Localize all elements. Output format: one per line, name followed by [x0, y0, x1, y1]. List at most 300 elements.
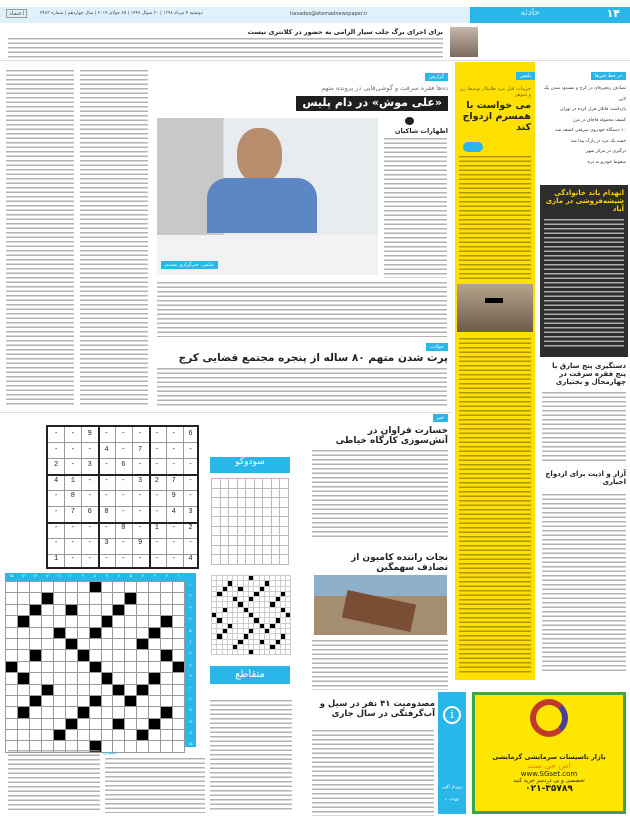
crossword-cell[interactable] [77, 582, 89, 593]
crossword-cell[interactable] [6, 650, 18, 661]
crossword-cell[interactable] [161, 684, 173, 695]
crossword-cell[interactable] [173, 718, 185, 729]
advertisement[interactable] [472, 692, 626, 814]
crossword-cell[interactable] [137, 604, 149, 615]
crossword-cell[interactable] [77, 616, 89, 627]
dateline: دوشنبه ۴ مرداد ۱۳۹۸ | ۲۰ شوال ۱۴۴۷ | ۲۵ جولای ۲۰۱۹ | سال چهاردهم | شماره ۴۴۸۳ [40, 11, 203, 16]
crossword-cell[interactable] [137, 593, 149, 604]
crossword-black-cell [137, 730, 149, 741]
crossword-cell[interactable] [89, 730, 101, 741]
crossword-cell[interactable] [137, 718, 149, 729]
crossword-cell[interactable] [125, 730, 137, 741]
crossword-cell[interactable] [89, 593, 101, 604]
crossword-cell[interactable] [89, 707, 101, 718]
column-number: ۱۳ [32, 573, 38, 578]
crossword-cell[interactable] [77, 627, 89, 638]
crossword-cell[interactable] [173, 627, 185, 638]
answer-cell [263, 507, 272, 517]
crossword-cell[interactable] [18, 582, 30, 593]
sudoku-row[interactable]: -8-----9- [54, 492, 206, 501]
crossword-black-cell [65, 638, 77, 649]
crossword-cell[interactable] [6, 707, 18, 718]
crossword-cell[interactable] [173, 707, 185, 718]
crossword-column-numbers [5, 573, 185, 581]
crossword-cell[interactable] [137, 661, 149, 672]
crossword-cell[interactable] [101, 661, 113, 672]
answer-cell [254, 488, 263, 498]
sudoku-label: سودوکو [210, 457, 290, 473]
crossword-cell[interactable] [137, 741, 149, 752]
crossword-cell[interactable] [113, 730, 125, 741]
crossword-cell[interactable] [149, 650, 161, 661]
crossword-cell[interactable] [6, 616, 18, 627]
crossword-cell[interactable] [101, 627, 113, 638]
answer-cell [229, 526, 238, 536]
crossword-cell[interactable] [6, 638, 18, 649]
crossword-black-cell [65, 604, 77, 615]
suspect-shirt [207, 178, 317, 233]
crossword-cell[interactable] [137, 673, 149, 684]
crossword-cell[interactable] [30, 718, 42, 729]
crossword-cell[interactable] [161, 638, 173, 649]
clues-down [105, 758, 205, 813]
answer-cell [237, 536, 246, 546]
crossword-cell[interactable] [65, 730, 77, 741]
column-number: ۴ [141, 573, 145, 578]
answer-cell [286, 650, 291, 655]
crossword-cell[interactable] [173, 638, 185, 649]
crossword-cell[interactable] [149, 730, 161, 741]
crossword-cell[interactable] [30, 593, 42, 604]
crossword-cell[interactable] [41, 673, 53, 684]
crossword-cell[interactable] [125, 638, 137, 649]
crossword-cell[interactable] [161, 593, 173, 604]
crossword-black-cell [113, 604, 125, 615]
row-number: ۲ [189, 593, 192, 599]
crossword-cell[interactable] [101, 684, 113, 695]
ad-brand: اس جی ست [527, 761, 571, 770]
crossword-black-cell [41, 684, 53, 695]
sidebar-body [384, 138, 447, 278]
crossword-cell[interactable] [173, 684, 185, 695]
desk [157, 235, 378, 275]
page-number: ۱۴ [606, 7, 620, 20]
crossword-cell[interactable] [89, 673, 101, 684]
crossword-cell[interactable] [41, 718, 53, 729]
crossword-cell[interactable] [149, 638, 161, 649]
crossword-cell[interactable] [113, 695, 125, 706]
crossword-cell[interactable] [113, 650, 125, 661]
yellow-tag: پلیس [516, 72, 535, 80]
answer-cell [254, 545, 263, 555]
crossword-black-cell [89, 661, 101, 672]
crossword-cell[interactable] [101, 695, 113, 706]
crossword-cell[interactable] [41, 604, 53, 615]
crossword-cell[interactable] [6, 593, 18, 604]
crossword-cell[interactable] [65, 661, 77, 672]
row-number: ۶ [189, 638, 192, 644]
crossword-black-cell [53, 627, 65, 638]
answer-cell [271, 479, 280, 489]
crossword-cell[interactable] [65, 593, 77, 604]
crossword-cell[interactable] [89, 616, 101, 627]
crossword-cell[interactable] [65, 673, 77, 684]
crossword-cell[interactable] [53, 673, 65, 684]
crossword-cell[interactable] [161, 695, 173, 706]
crossword-cell[interactable] [173, 582, 185, 593]
crossword-cell[interactable] [173, 695, 185, 706]
crossword-black-cell [89, 627, 101, 638]
crossword-cell[interactable] [125, 707, 137, 718]
crossword-cell[interactable] [173, 673, 185, 684]
crossword-cell[interactable] [18, 684, 30, 695]
crossword-cell[interactable] [149, 616, 161, 627]
crossword-cell[interactable] [161, 582, 173, 593]
top-item-photo [450, 27, 478, 57]
fire-tag: خبر [433, 414, 448, 422]
email[interactable]: havades@etemadnewspaper.ir [290, 11, 368, 17]
crossword-cell[interactable] [125, 616, 137, 627]
answer-cell [263, 555, 272, 565]
crossword-cell[interactable] [53, 684, 65, 695]
crossword-cell[interactable] [6, 627, 18, 638]
quote-icon [463, 142, 483, 152]
crossword-cell[interactable] [30, 673, 42, 684]
crossword-cell[interactable] [149, 604, 161, 615]
crossword-cell[interactable] [137, 627, 149, 638]
column-number: ۷ [105, 573, 109, 578]
censor-bar [485, 298, 503, 303]
crossword-black-cell [101, 673, 113, 684]
crossword-cell[interactable] [113, 661, 125, 672]
dark-box [540, 185, 628, 357]
crossword-cell[interactable] [113, 707, 125, 718]
crossword-cell[interactable] [173, 593, 185, 604]
answer-cell [280, 479, 289, 489]
answer-cell [212, 479, 221, 489]
sudoku-row[interactable]: -768---43 [54, 507, 206, 516]
crossword-cell[interactable] [30, 627, 42, 638]
briefs-tag: در خط خبرها [591, 72, 626, 80]
crossword-cell[interactable] [137, 695, 149, 706]
crossword-cell[interactable] [113, 638, 125, 649]
answer-cell [212, 545, 221, 555]
crossword-cell[interactable] [53, 638, 65, 649]
crossword-cell[interactable] [6, 718, 18, 729]
crossword-cell[interactable] [53, 707, 65, 718]
crossword-cell[interactable] [41, 695, 53, 706]
crossword-black-cell [53, 730, 65, 741]
crossword-cell[interactable] [149, 741, 161, 752]
answer-cell [280, 498, 289, 508]
crossword-cell[interactable] [77, 695, 89, 706]
crossword-cell[interactable] [137, 650, 149, 661]
sudoku-grid[interactable] [46, 425, 206, 569]
crossword-cell[interactable] [18, 593, 30, 604]
crossword-cell[interactable] [18, 604, 30, 615]
crossword-grid[interactable] [5, 581, 185, 753]
sudoku-row[interactable]: ----8-1-2 [54, 523, 206, 532]
crossword-cell[interactable] [161, 604, 173, 615]
answer-cell [237, 507, 246, 517]
crossword-cell[interactable] [77, 684, 89, 695]
answer-cell [271, 498, 280, 508]
story-headline: آزار و اذیت برای ازدواج اجباری [545, 470, 626, 487]
crossword-cell[interactable] [89, 684, 101, 695]
crossword-cell[interactable] [101, 730, 113, 741]
answer-cell [246, 517, 255, 527]
crossword-cell[interactable] [173, 730, 185, 741]
crossword-black-cell [30, 695, 42, 706]
crossword-cell[interactable] [149, 695, 161, 706]
crossword-cell[interactable] [101, 718, 113, 729]
crossword-cell[interactable] [89, 650, 101, 661]
crossword-cell[interactable] [6, 673, 18, 684]
answer-cell [263, 526, 272, 536]
crossword-cell[interactable] [149, 684, 161, 695]
answer-cell [220, 555, 229, 565]
crossword-cell[interactable] [161, 718, 173, 729]
crossword-cell[interactable] [53, 604, 65, 615]
answer-cell [243, 650, 248, 655]
row-number: ۱۳ [188, 718, 193, 724]
crossword-cell[interactable] [30, 707, 42, 718]
crossword-cell[interactable] [173, 616, 185, 627]
crossword-cell[interactable] [41, 650, 53, 661]
answer-cell [271, 555, 280, 565]
crossword-cell[interactable] [18, 718, 30, 729]
crossword-cell[interactable] [89, 638, 101, 649]
crossword-black-cell [173, 661, 185, 672]
crossword-cell[interactable] [137, 582, 149, 593]
crossword-cell[interactable] [77, 673, 89, 684]
sudoku-row[interactable]: 41---327- [54, 476, 206, 485]
crossword-cell[interactable] [125, 661, 137, 672]
crossword-cell[interactable] [53, 650, 65, 661]
crossword-cell[interactable] [30, 582, 42, 593]
crossword-cell[interactable] [125, 582, 137, 593]
crossword-cell[interactable] [125, 741, 137, 752]
story-body [542, 392, 626, 462]
crossword-cell[interactable] [65, 650, 77, 661]
crossword-cell[interactable] [53, 718, 65, 729]
crossword-cell[interactable] [149, 661, 161, 672]
crossword-cell[interactable] [77, 730, 89, 741]
crossword-cell[interactable] [6, 695, 18, 706]
answer-cell [254, 507, 263, 517]
crossword-cell[interactable] [18, 627, 30, 638]
crossword-cell[interactable] [30, 684, 42, 695]
sudoku-row[interactable]: --9-----6 [54, 430, 206, 438]
fire-body [312, 450, 448, 540]
crossword-cell[interactable] [41, 707, 53, 718]
crossword-cell[interactable] [30, 730, 42, 741]
answer-cell [246, 526, 255, 536]
column-number: ۱۵ [8, 573, 14, 578]
crossword-cell[interactable] [53, 582, 65, 593]
crossword-cell[interactable] [30, 616, 42, 627]
crossword-cell[interactable] [6, 604, 18, 615]
crossword-cell[interactable] [65, 695, 77, 706]
crossword-cell[interactable] [30, 661, 42, 672]
yellow-column [455, 62, 535, 680]
crossword-cell[interactable] [173, 604, 185, 615]
main-headline: «علی موش» در دام پلیس [296, 96, 448, 111]
crossword-cell[interactable] [53, 593, 65, 604]
crossword-cell[interactable] [125, 650, 137, 661]
crossword-cell[interactable] [18, 695, 30, 706]
sudoku-row[interactable]: 2-3-6---- [54, 461, 206, 470]
crossword-cell[interactable] [6, 684, 18, 695]
crossword-cell[interactable] [77, 718, 89, 729]
crossword-cell[interactable] [41, 730, 53, 741]
briefs-list [542, 84, 626, 168]
answer-cell [254, 650, 259, 655]
crossword-cell[interactable] [125, 718, 137, 729]
column-number: ۱۰ [68, 573, 74, 578]
crossword-cell[interactable] [125, 604, 137, 615]
row-number: ۸ [189, 661, 192, 667]
crossword-cell[interactable] [6, 582, 18, 593]
answer-cell [280, 650, 285, 655]
crossword-cell[interactable] [77, 638, 89, 649]
answer-cell [254, 526, 263, 536]
crossword-cell[interactable] [125, 684, 137, 695]
crossword-cell[interactable] [53, 695, 65, 706]
crossword-cell[interactable] [101, 638, 113, 649]
brief-item: کشف محموله قاچاق در مرز [573, 117, 626, 123]
answer-cell [237, 488, 246, 498]
ad-title: بازار تاسیسات سرمایشی گرمایشی [492, 753, 606, 761]
crossword-cell[interactable] [101, 593, 113, 604]
crossword-cell[interactable] [161, 741, 173, 752]
answer-cell [254, 479, 263, 489]
answer-cell [271, 536, 280, 546]
ad-url[interactable]: www.SGset.com [520, 770, 578, 778]
crossword-cell[interactable] [77, 604, 89, 615]
sudoku-row[interactable]: ---4-7--- [54, 445, 206, 454]
column-number: ۹ [81, 573, 85, 578]
info-note: رپورتاژ آگهی [441, 784, 463, 789]
row-number: ۱۰ [188, 684, 193, 690]
truck-body [312, 640, 448, 690]
crossword-cell[interactable] [101, 604, 113, 615]
answer-cell [280, 545, 289, 555]
crossword-cell[interactable] [101, 582, 113, 593]
crossword-black-cell [30, 650, 42, 661]
crossword-cell[interactable] [65, 616, 77, 627]
crossword-cell[interactable] [53, 616, 65, 627]
truck-headline: نجات راننده کامیون از تصادف سهمگین [351, 553, 448, 574]
crossword-cell[interactable] [137, 707, 149, 718]
main-tag: گزارش [425, 73, 448, 81]
crossword-cell[interactable] [41, 638, 53, 649]
crossword-cell[interactable] [125, 673, 137, 684]
row-number: ۱۱ [188, 695, 193, 701]
crossword-cell[interactable] [65, 627, 77, 638]
column-number: ۶ [117, 573, 121, 578]
crossword-cell[interactable] [6, 730, 18, 741]
crossword-cell[interactable] [113, 593, 125, 604]
crossword-black-cell [161, 707, 173, 718]
crossword-cell[interactable] [161, 673, 173, 684]
crossword-cell[interactable] [173, 741, 185, 752]
crossword-cell[interactable] [173, 650, 185, 661]
crossword-cell[interactable] [113, 616, 125, 627]
column-number: ۱ [177, 573, 181, 578]
crossword-cell[interactable] [30, 638, 42, 649]
row-number: ۳ [189, 604, 192, 610]
answer-cell [254, 517, 263, 527]
answer-cell [220, 517, 229, 527]
yellow-kicker: جزییات قتل مرد طلبکار توسط زن و شوهر [459, 86, 531, 98]
crossword-cell[interactable] [18, 650, 30, 661]
crossword-cell[interactable] [137, 616, 149, 627]
crossword-black-cell [137, 638, 149, 649]
crossword-black-cell [89, 695, 101, 706]
answer-cell [246, 545, 255, 555]
crossword-cell[interactable] [101, 707, 113, 718]
crossword-cell[interactable] [89, 718, 101, 729]
sudoku-row[interactable]: 1-------4 [54, 554, 206, 563]
crossword-cell[interactable] [53, 661, 65, 672]
crossword-black-cell [125, 695, 137, 706]
crossword-cell[interactable] [41, 582, 53, 593]
suspect-face [237, 128, 282, 183]
crossword-cell[interactable] [77, 661, 89, 672]
crossword-cell[interactable] [113, 582, 125, 593]
crossword-cell[interactable] [149, 582, 161, 593]
answer-cell [270, 650, 275, 655]
crossword-cell[interactable] [125, 627, 137, 638]
crossword-cell[interactable] [41, 616, 53, 627]
answer-cell [271, 507, 280, 517]
crossword-cell[interactable] [41, 627, 53, 638]
answer-cell [229, 536, 238, 546]
clue-heading: عمودی [103, 750, 118, 756]
crossword-cell[interactable] [18, 730, 30, 741]
photo-caption: عکس: خبرگزاری تسنیم [161, 261, 218, 269]
crossword-cell[interactable] [77, 593, 89, 604]
crossword-cell[interactable] [149, 707, 161, 718]
answer-cell [237, 479, 246, 489]
answer-cell [264, 650, 269, 655]
crossword-cell[interactable] [113, 627, 125, 638]
crossword-black-cell [65, 718, 77, 729]
crossword-cell[interactable] [18, 638, 30, 649]
brief-item: جسد یک مرد در پارک پیدا شد [570, 138, 626, 144]
answer-cell [212, 507, 221, 517]
crossword-cell[interactable] [18, 661, 30, 672]
crossword-cell[interactable] [161, 730, 173, 741]
info-box [438, 692, 466, 814]
crossword-cell[interactable] [89, 604, 101, 615]
answer-cell [229, 507, 238, 517]
crossword-cell[interactable] [65, 582, 77, 593]
crossword-cell[interactable] [101, 650, 113, 661]
logo: اعتماد [6, 9, 27, 18]
crossword-cell[interactable] [161, 627, 173, 638]
crossword-cell[interactable] [113, 673, 125, 684]
crossword-cell[interactable] [65, 707, 77, 718]
crossword-cell[interactable] [149, 593, 161, 604]
sudoku-row[interactable]: ---3-9--- [54, 539, 206, 548]
answer-cell [229, 498, 238, 508]
crossword-cell[interactable] [65, 684, 77, 695]
crossword-cell[interactable] [41, 661, 53, 672]
answer-cell [220, 498, 229, 508]
crossword-cell[interactable] [161, 661, 173, 672]
